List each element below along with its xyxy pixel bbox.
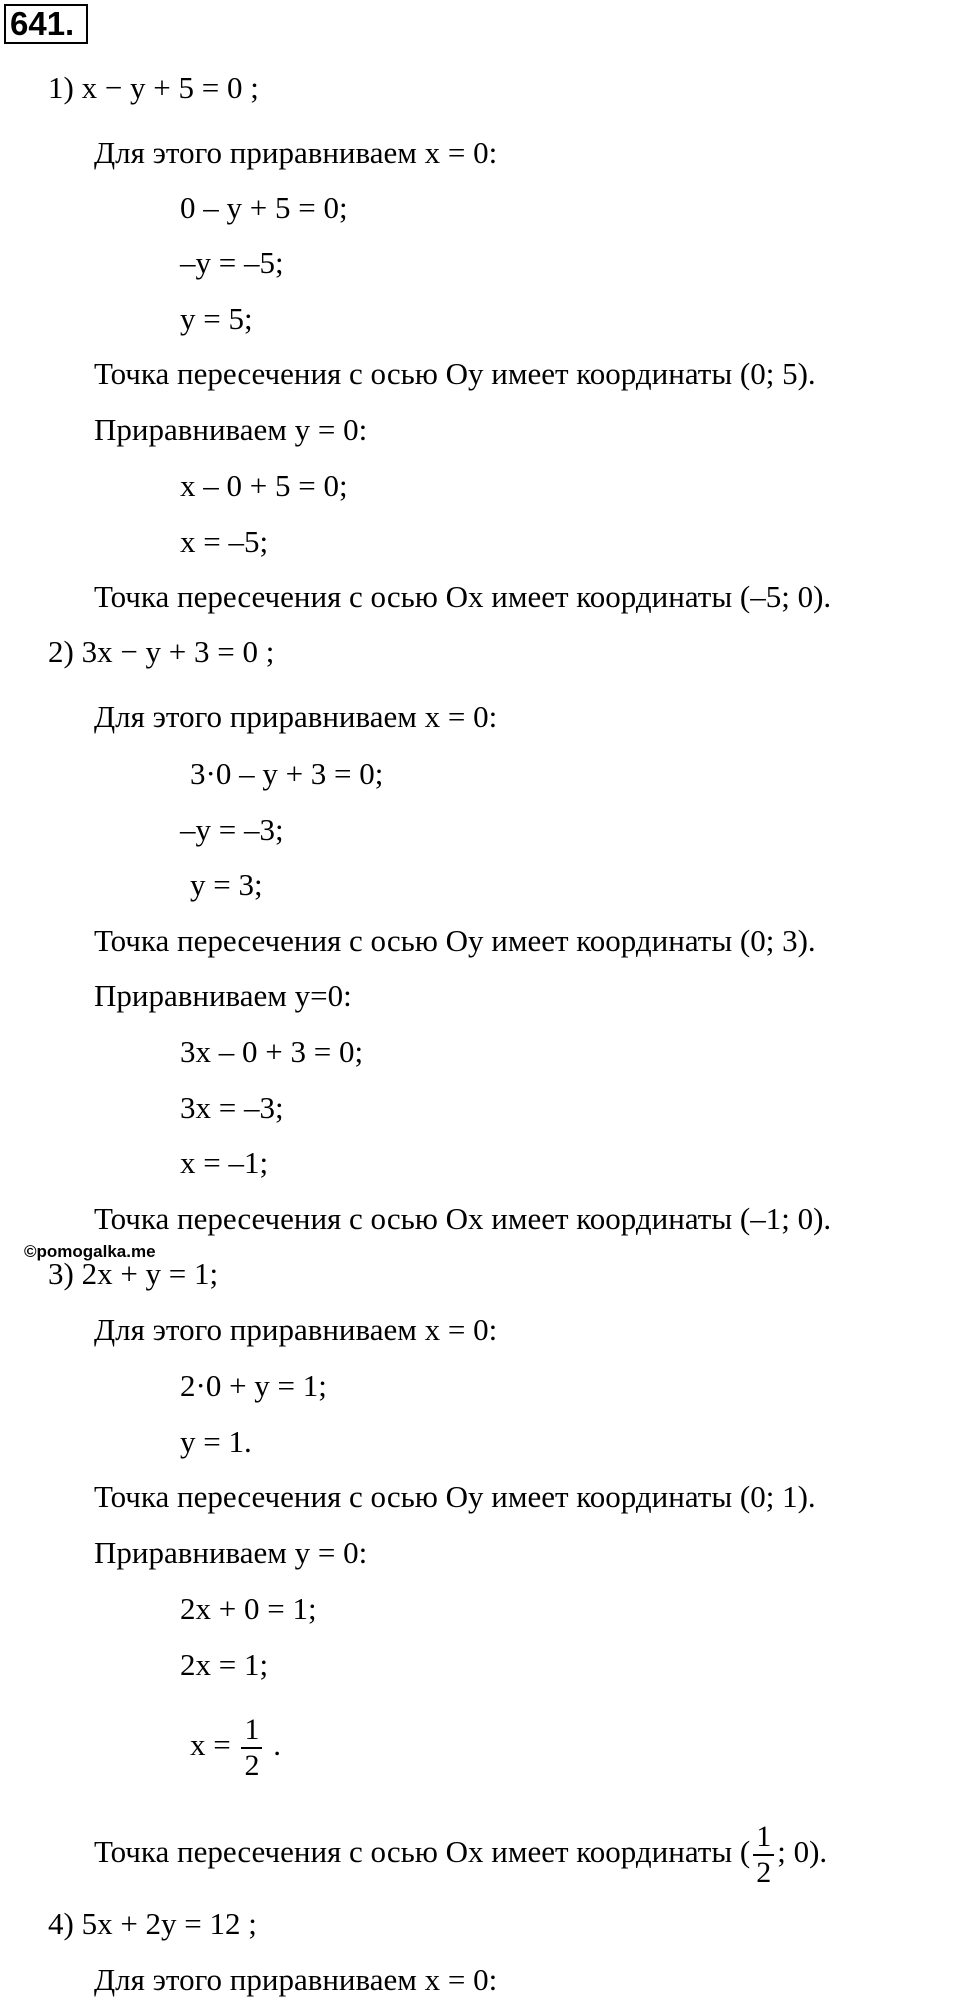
fraction-denominator: 2 <box>756 1855 772 1889</box>
task-2-conclusion: Точка пересечения с осью Oy имеет координаты (0; 3). <box>94 923 816 958</box>
task-2-conclusion: Точка пересечения с осью Ox имеет координаты (–1; 0). <box>94 1201 832 1236</box>
task-4-step-text: Для этого приравниваем x = 0: <box>94 1962 498 1997</box>
task-3-conclusion <box>94 1812 827 1892</box>
task-2-step-text: Приравниваем y=0: <box>94 978 352 1013</box>
task-1-line: x – 0 + 5 = 0; <box>180 468 348 503</box>
fraction-lhs: x = <box>190 1727 231 1762</box>
conclusion-text: Точка пересечения с осью Ox имеет координаты ( <box>94 1834 751 1869</box>
task-2-line: 3x = –3; <box>180 1090 284 1125</box>
task-4-equation: 4) 5x + 2y = 12 ; <box>48 1906 257 1941</box>
task-1-line: x = –5; <box>180 524 269 559</box>
task-3-line: 2·0 + y = 1; <box>180 1368 327 1403</box>
task-1-step-text: Для этого приравниваем x = 0: <box>94 135 498 170</box>
task-1-conclusion: Точка пересечения с осью Oy имеет координаты (0; 5). <box>94 356 816 391</box>
task-3-line: 2x = 1; <box>180 1647 269 1682</box>
fraction-denominator: 2 <box>244 1748 260 1782</box>
task-3-fraction-line <box>190 1705 281 1785</box>
task-3-line: 2x + 0 = 1; <box>180 1591 317 1626</box>
fraction-numerator: 1 <box>753 1820 774 1856</box>
task-3-conclusion: Точка пересечения с осью Oy имеет координаты (0; 1). <box>94 1479 816 1514</box>
conclusion-text-end: ; 0). <box>777 1834 828 1869</box>
task-2-line: y = 3; <box>190 867 263 902</box>
task-2-line: –y = –3; <box>180 812 284 847</box>
task-2-line: x = –1; <box>180 1145 269 1180</box>
fraction-numerator: 1 <box>241 1713 262 1749</box>
task-2-equation: 2) 3x − y + 3 = 0 ; <box>48 634 275 669</box>
task-3-line: y = 1. <box>180 1424 252 1459</box>
fraction-one-half <box>753 1820 774 1890</box>
task-1-equation: 1) x − y + 5 = 0 ; <box>48 70 259 105</box>
task-1-step-text: Приравниваем y = 0: <box>94 412 368 447</box>
fraction-end: . <box>273 1727 281 1762</box>
task-1-line: y = 5; <box>180 301 253 336</box>
task-3-equation: 3) 2x + y = 1; <box>48 1256 219 1291</box>
task-2-line: 3x – 0 + 3 = 0; <box>180 1034 364 1069</box>
task-2-step-text: Для этого приравниваем x = 0: <box>94 699 498 734</box>
problem-number: 641. <box>4 4 88 44</box>
task-1-line: 0 – y + 5 = 0; <box>180 190 348 225</box>
task-3-step-text: Для этого приравниваем x = 0: <box>94 1312 498 1347</box>
task-1-line: –y = –5; <box>180 245 284 280</box>
fraction-one-half <box>241 1713 262 1783</box>
task-1-conclusion: Точка пересечения с осью Ox имеет координаты (–5; 0). <box>94 579 832 614</box>
task-2-line: 3·0 – y + 3 = 0; <box>190 756 384 791</box>
watermark: ©pomogalka.me <box>24 1242 156 1261</box>
task-3-step-text: Приравниваем y = 0: <box>94 1535 368 1570</box>
